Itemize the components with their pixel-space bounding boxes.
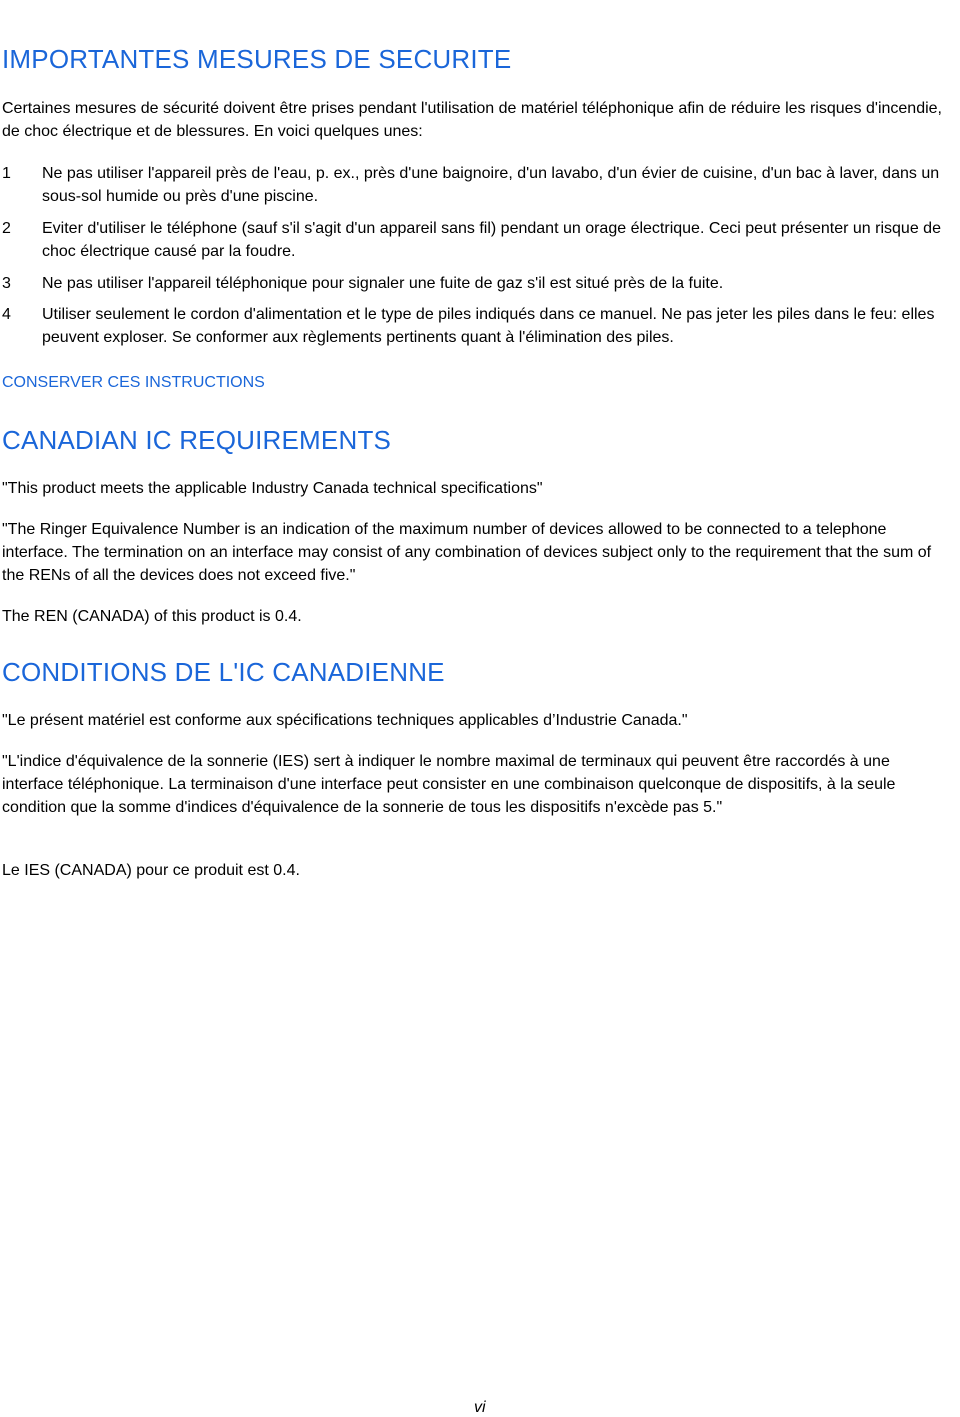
heading-fr-safety: IMPORTANTES MESURES DE SECURITE [2, 44, 512, 74]
list-item-number: 3 [2, 275, 11, 292]
keep-instructions-heading: CONSERVER CES INSTRUCTIONS [2, 374, 265, 391]
conditions-ic-paragraph-3: Le IES (CANADA) pour ce produit est 0.4. [2, 862, 300, 879]
conditions-ic-paragraph-1: "Le présent matériel est conforme aux spécifications techniques applicables d’Industrie Canada." [2, 712, 688, 729]
heading-canadian-ic: CANADIAN IC REQUIREMENTS [2, 425, 392, 455]
canadian-ic-paragraph-3: The REN (CANADA) of this product is 0.4. [2, 608, 302, 625]
list-item-text: Utiliser seulement le cordon d'alimentation et le type de piles indiqués dans ce manuel. Ne pas jeter les piles dans le feu: elles peuvent exploser. Se conformer aux règlements pertinents quant à l'élimination des piles. [42, 306, 935, 346]
canadian-ic-paragraph-2: "The Ringer Equivalence Number is an indication of the maximum number of devices allowed to be connected to a telephone interface. The termination on an interface may consist of any combination of devices subject only to the requirement that the sum of the RENs of all the devices does not exceed five." [2, 521, 932, 584]
list-item [2, 217, 952, 263]
heading-conditions-ic: CONDITIONS DE L'IC CANADIENNE [2, 657, 445, 687]
list-item-number: 4 [2, 306, 11, 323]
list-item-number: 1 [2, 165, 11, 182]
list-item-text: Eviter d'utiliser le téléphone (sauf s'il s'agit d'un appareil sans fil) pendant un orage électrique. Ceci peut présenter un risque de choc électrique causé par la foudre. [42, 220, 941, 260]
conditions-ic-paragraph-2: "L'indice d'équivalence de la sonnerie (IES) sert à indiquer le nombre maximal de terminaux qui peuvent être raccordés à une interface téléphonique. La terminaison d'une interface peut consister en une combinaison quelconque de dispositifs, à la seule condition que la somme d'indices d'équivalence de la sonnerie de tous les dispositifs n'excède pas 5." [2, 753, 896, 816]
fr-safety-intro: Certaines mesures de sécurité doivent être prises pendant l'utilisation de matériel téléphonique afin de réduire les risques d'incendie, de choc électrique et de blessures. En voici quelques unes: [2, 100, 942, 140]
list-item-number: 2 [2, 220, 11, 237]
list-item [2, 162, 952, 208]
document-page [2, 0, 952, 1417]
page-number: vi [474, 1399, 486, 1416]
list-item [2, 272, 952, 295]
list-item [2, 303, 952, 349]
list-item-text: Ne pas utiliser l'appareil téléphonique pour signaler une fuite de gaz s'il est situé près de la fuite. [42, 275, 724, 292]
list-item-text: Ne pas utiliser l'appareil près de l'eau, p. ex., près d'une baignoire, d'un lavabo, d'un évier de cuisine, d'un bac à laver, dans un sous-sol humide ou près d'une piscine. [42, 165, 940, 205]
canadian-ic-paragraph-1: "This product meets the applicable Industry Canada technical specifications" [2, 480, 543, 497]
